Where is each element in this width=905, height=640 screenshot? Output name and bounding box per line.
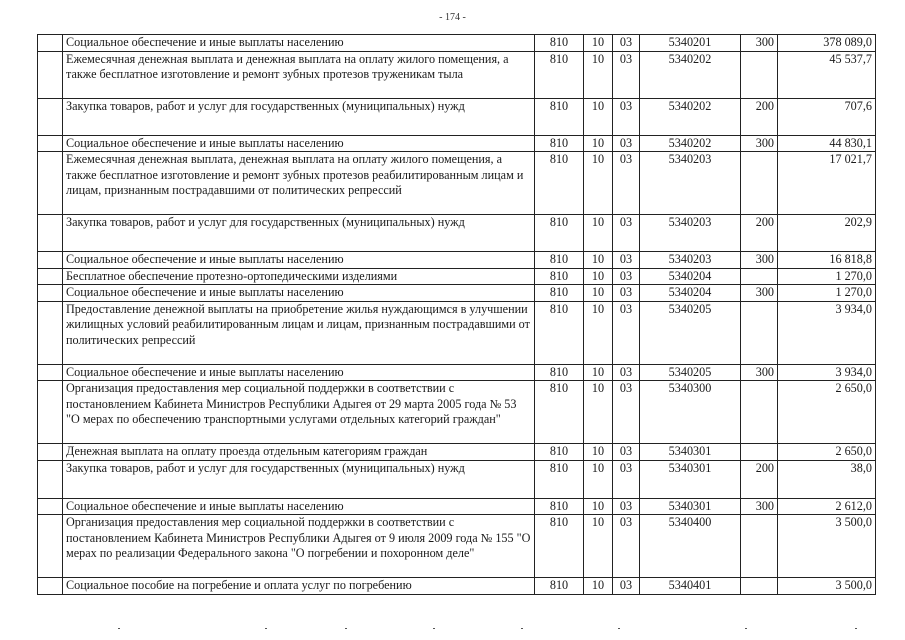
item-name-cell: Социальное обеспечение и иные выплаты населению	[63, 364, 535, 381]
row-marker-cell	[38, 215, 63, 252]
target-article-code-cell: 5340400	[640, 515, 741, 578]
expense-type-code-cell	[741, 268, 778, 285]
table-row	[38, 252, 876, 269]
section-code-cell: 10	[584, 498, 613, 515]
row-marker-cell	[38, 35, 63, 52]
expense-type-code-cell: 300	[741, 285, 778, 302]
row-marker-cell	[38, 252, 63, 269]
target-article-code-cell: 5340203	[640, 152, 741, 215]
target-article-code-cell: 5340301	[640, 460, 741, 498]
target-article-code-cell: 5340205	[640, 364, 741, 381]
table-row	[38, 460, 876, 498]
item-name-cell: Социальное обеспечение и иные выплаты населению	[63, 35, 535, 52]
row-marker-cell	[38, 444, 63, 461]
expense-type-code-cell	[741, 381, 778, 444]
amount-cell: 45 537,7	[778, 51, 876, 98]
amount-cell: 1 270,0	[778, 268, 876, 285]
item-name-cell: Закупка товаров, работ и услуг для государственных (муниципальных) нужд	[63, 215, 535, 252]
table-row	[38, 215, 876, 252]
subsection-code-cell: 03	[613, 381, 640, 444]
expense-type-code-cell: 200	[741, 98, 778, 135]
expense-type-code-cell: 300	[741, 135, 778, 152]
item-name-cell: Ежемесячная денежная выплата, денежная выплата на оплату жилого помещения, а также бесплатное изготовление и ремонт зубных протезов реабилитированным лицам и лицам, признанным пострадавшими от политических репрессий	[63, 152, 535, 215]
amount-cell: 1 270,0	[778, 285, 876, 302]
section-code-cell: 10	[584, 51, 613, 98]
expense-type-code-cell	[741, 51, 778, 98]
section-code-cell: 10	[584, 252, 613, 269]
subsection-code-cell: 03	[613, 515, 640, 578]
section-code-cell: 10	[584, 135, 613, 152]
expense-type-code-cell	[741, 152, 778, 215]
ministry-code-cell: 810	[535, 460, 584, 498]
target-article-code-cell: 5340203	[640, 215, 741, 252]
amount-cell: 3 500,0	[778, 578, 876, 595]
subsection-code-cell: 03	[613, 98, 640, 135]
item-name-cell: Социальное пособие на погребение и оплата услуг по погребению	[63, 578, 535, 595]
ministry-code-cell: 810	[535, 285, 584, 302]
amount-cell: 707,6	[778, 98, 876, 135]
subsection-code-cell: 03	[613, 135, 640, 152]
expense-type-code-cell	[741, 301, 778, 364]
expense-type-code-cell	[741, 578, 778, 595]
scan-edge-marks	[0, 620, 905, 640]
target-article-code-cell: 5340301	[640, 498, 741, 515]
table-row	[38, 152, 876, 215]
table-row	[38, 381, 876, 444]
table-row	[38, 364, 876, 381]
section-code-cell: 10	[584, 285, 613, 302]
item-name-cell: Бесплатное обеспечение протезно-ортопедическими изделиями	[63, 268, 535, 285]
amount-cell: 44 830,1	[778, 135, 876, 152]
expense-type-code-cell	[741, 444, 778, 461]
section-code-cell: 10	[584, 215, 613, 252]
page-number: - 174 -	[439, 12, 466, 23]
row-marker-cell	[38, 301, 63, 364]
amount-cell: 3 934,0	[778, 301, 876, 364]
section-code-cell: 10	[584, 35, 613, 52]
ministry-code-cell: 810	[535, 98, 584, 135]
subsection-code-cell: 03	[613, 152, 640, 215]
row-marker-cell	[38, 51, 63, 98]
table-body	[38, 35, 876, 595]
table-row	[38, 135, 876, 152]
subsection-code-cell: 03	[613, 578, 640, 595]
subsection-code-cell: 03	[613, 460, 640, 498]
row-marker-cell	[38, 98, 63, 135]
table-row	[38, 35, 876, 52]
item-name-cell: Денежная выплата на оплату проезда отдельным категориям граждан	[63, 444, 535, 461]
ministry-code-cell: 810	[535, 381, 584, 444]
target-article-code-cell: 5340301	[640, 444, 741, 461]
section-code-cell: 10	[584, 460, 613, 498]
item-name-cell: Организация предоставления мер социальной поддержки в соответствии с постановлением Кабинета Министров Республики Адыгея от 9 июля 2009 года № 155 "О мерах по реализации Федерального закона "О погребении и похоронном деле"	[63, 515, 535, 578]
table-row	[38, 444, 876, 461]
row-marker-cell	[38, 364, 63, 381]
target-article-code-cell: 5340205	[640, 301, 741, 364]
ministry-code-cell: 810	[535, 35, 584, 52]
target-article-code-cell: 5340203	[640, 252, 741, 269]
expense-type-code-cell: 300	[741, 498, 778, 515]
item-name-cell: Социальное обеспечение и иные выплаты населению	[63, 285, 535, 302]
amount-cell: 2 650,0	[778, 381, 876, 444]
target-article-code-cell: 5340202	[640, 98, 741, 135]
amount-cell: 2 612,0	[778, 498, 876, 515]
ministry-code-cell: 810	[535, 152, 584, 215]
expense-type-code-cell: 200	[741, 215, 778, 252]
row-marker-cell	[38, 268, 63, 285]
expense-type-code-cell: 300	[741, 35, 778, 52]
section-code-cell: 10	[584, 98, 613, 135]
ministry-code-cell: 810	[535, 268, 584, 285]
ministry-code-cell: 810	[535, 498, 584, 515]
item-name-cell: Ежемесячная денежная выплата и денежная выплата на оплату жилого помещения, а также бесплатное изготовление и ремонт зубных протезов труженикам тыла	[63, 51, 535, 98]
subsection-code-cell: 03	[613, 444, 640, 461]
item-name-cell: Социальное обеспечение и иные выплаты населению	[63, 252, 535, 269]
row-marker-cell	[38, 381, 63, 444]
item-name-cell: Предоставление денежной выплаты на приобретение жилья нуждающимся в улучшении жилищных условий реабилитированным лицам и лицам, признанным пострадавшими от политических репрессий	[63, 301, 535, 364]
section-code-cell: 10	[584, 301, 613, 364]
budget-table	[37, 34, 876, 595]
section-code-cell: 10	[584, 444, 613, 461]
row-marker-cell	[38, 285, 63, 302]
table-row	[38, 301, 876, 364]
ministry-code-cell: 810	[535, 444, 584, 461]
section-code-cell: 10	[584, 364, 613, 381]
subsection-code-cell: 03	[613, 285, 640, 302]
ministry-code-cell: 810	[535, 215, 584, 252]
target-article-code-cell: 5340401	[640, 578, 741, 595]
item-name-cell: Закупка товаров, работ и услуг для государственных (муниципальных) нужд	[63, 460, 535, 498]
amount-cell: 16 818,8	[778, 252, 876, 269]
amount-cell: 2 650,0	[778, 444, 876, 461]
table-row	[38, 285, 876, 302]
row-marker-cell	[38, 515, 63, 578]
target-article-code-cell: 5340300	[640, 381, 741, 444]
expense-type-code-cell: 200	[741, 460, 778, 498]
table-row	[38, 498, 876, 515]
subsection-code-cell: 03	[613, 301, 640, 364]
ministry-code-cell: 810	[535, 515, 584, 578]
row-marker-cell	[38, 135, 63, 152]
ministry-code-cell: 810	[535, 578, 584, 595]
subsection-code-cell: 03	[613, 35, 640, 52]
ministry-code-cell: 810	[535, 135, 584, 152]
amount-cell: 38,0	[778, 460, 876, 498]
table-row	[38, 98, 876, 135]
subsection-code-cell: 03	[613, 215, 640, 252]
target-article-code-cell: 5340202	[640, 135, 741, 152]
target-article-code-cell: 5340204	[640, 268, 741, 285]
subsection-code-cell: 03	[613, 364, 640, 381]
ministry-code-cell: 810	[535, 252, 584, 269]
item-name-cell: Социальное обеспечение и иные выплаты населению	[63, 498, 535, 515]
target-article-code-cell: 5340202	[640, 51, 741, 98]
expense-type-code-cell: 300	[741, 252, 778, 269]
expense-type-code-cell: 300	[741, 364, 778, 381]
section-code-cell: 10	[584, 578, 613, 595]
section-code-cell: 10	[584, 381, 613, 444]
row-marker-cell	[38, 460, 63, 498]
amount-cell: 3 934,0	[778, 364, 876, 381]
table-row	[38, 268, 876, 285]
table-row	[38, 578, 876, 595]
item-name-cell: Организация предоставления мер социальной поддержки в соответствии с постановлением Кабинета Министров Республики Адыгея от 29 марта 2005 года № 53 "О мерах по обеспечению транспортными услугами отдельных категорий граждан"	[63, 381, 535, 444]
target-article-code-cell: 5340204	[640, 285, 741, 302]
row-marker-cell	[38, 498, 63, 515]
expense-type-code-cell	[741, 515, 778, 578]
ministry-code-cell: 810	[535, 301, 584, 364]
ministry-code-cell: 810	[535, 51, 584, 98]
amount-cell: 17 021,7	[778, 152, 876, 215]
subsection-code-cell: 03	[613, 268, 640, 285]
section-code-cell: 10	[584, 515, 613, 578]
section-code-cell: 10	[584, 152, 613, 215]
subsection-code-cell: 03	[613, 51, 640, 98]
amount-cell: 378 089,0	[778, 35, 876, 52]
amount-cell: 202,9	[778, 215, 876, 252]
item-name-cell: Закупка товаров, работ и услуг для государственных (муниципальных) нужд	[63, 98, 535, 135]
table-row	[38, 51, 876, 98]
row-marker-cell	[38, 578, 63, 595]
amount-cell: 3 500,0	[778, 515, 876, 578]
item-name-cell: Социальное обеспечение и иные выплаты населению	[63, 135, 535, 152]
table-row	[38, 515, 876, 578]
subsection-code-cell: 03	[613, 252, 640, 269]
section-code-cell: 10	[584, 268, 613, 285]
subsection-code-cell: 03	[613, 498, 640, 515]
row-marker-cell	[38, 152, 63, 215]
target-article-code-cell: 5340201	[640, 35, 741, 52]
ministry-code-cell: 810	[535, 364, 584, 381]
